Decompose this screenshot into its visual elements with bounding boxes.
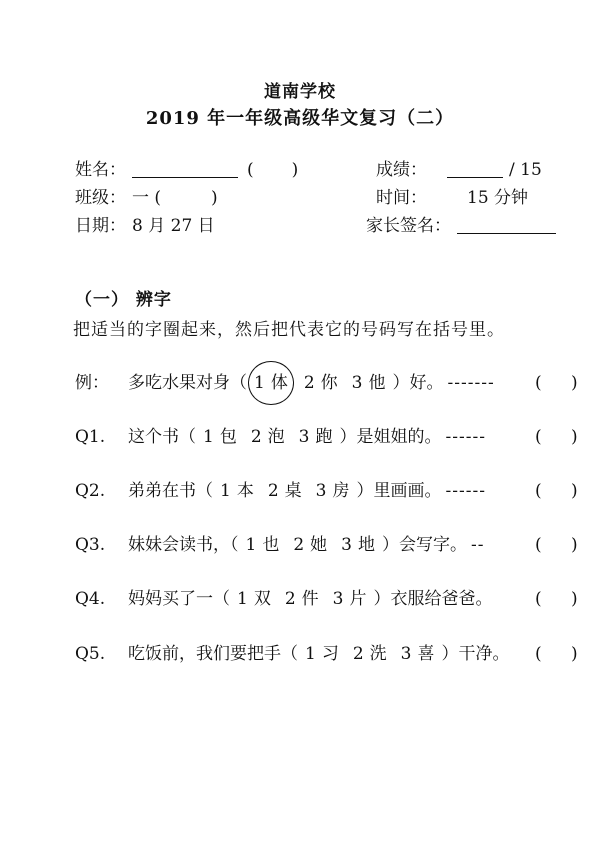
option-char: 体 — [270, 373, 288, 393]
worksheet-title: 2019 年一年级高级华文复习（二） — [145, 108, 455, 129]
option-number: 3 — [298, 427, 310, 447]
question-text — [128, 480, 528, 502]
option — [251, 426, 285, 448]
question-text-after: 会写字。 — [398, 535, 467, 555]
options-open-paren: （ — [230, 535, 239, 555]
name-blank — [132, 163, 238, 178]
signature-blank — [457, 219, 556, 234]
score-label: 成绩： — [376, 160, 427, 180]
option — [353, 643, 387, 665]
option — [203, 426, 237, 448]
answer-paren-close: ) — [571, 535, 578, 555]
name-row — [75, 159, 298, 181]
option-number: 1 — [220, 481, 231, 501]
signature-row — [366, 215, 556, 237]
option-char: 你 — [320, 373, 338, 393]
school-name: 道南学校 — [264, 82, 336, 102]
score-total: / 15 — [509, 160, 542, 180]
name-paren-open: ( — [247, 160, 254, 180]
question-label: Q4. — [75, 589, 106, 609]
option-char: 包 — [219, 427, 237, 447]
dash-leader: ------- — [447, 373, 495, 393]
question-text-before: 这个书 — [128, 427, 179, 447]
option-number: 3 — [341, 535, 352, 555]
option-number: 1 — [237, 589, 248, 609]
dash-leader: ------ — [445, 481, 486, 501]
option-char: 洗 — [369, 644, 387, 664]
answer-paren-open: ( — [535, 535, 542, 555]
option-number: 3 — [315, 481, 327, 501]
answer-paren-close: ) — [571, 373, 578, 393]
option — [299, 426, 333, 448]
question-label: Q1. — [75, 427, 106, 447]
section-heading: （一） 辨字 — [75, 290, 172, 310]
options-open-paren: （ — [213, 589, 230, 609]
answer-paren-open: ( — [535, 427, 542, 447]
option — [293, 534, 327, 556]
option-char: 喜 — [417, 644, 435, 664]
date-value: 8 月 27 日 — [132, 216, 215, 236]
options-open-paren: （ — [281, 644, 298, 664]
option-char: 地 — [357, 535, 375, 555]
question-label: Q3. — [75, 535, 106, 555]
answer-paren-open: ( — [535, 481, 542, 501]
score-blank — [447, 163, 503, 178]
question-row — [75, 588, 585, 612]
options-open-paren: （ — [179, 427, 196, 447]
section-instruction: 把适当的字圈起来，然后把代表它的号码写在括号里。 — [73, 320, 505, 340]
question-text — [128, 426, 528, 448]
option-number: 1 — [254, 373, 265, 393]
option-char: 双 — [253, 589, 271, 609]
option-number: 1 — [305, 644, 316, 664]
options-close-paren: ） — [441, 644, 459, 664]
question-text-after: 里画画。 — [373, 481, 442, 501]
question-text-before: 多吃水果对身 — [128, 373, 230, 393]
answer-paren-open: ( — [535, 373, 542, 393]
option-number: 3 — [351, 373, 363, 393]
question-text-before: 妈妈买了一 — [128, 589, 213, 609]
question-text-after: 是姐姐的。 — [356, 427, 442, 447]
name-label: 姓名： — [75, 160, 126, 180]
option-char: 也 — [262, 535, 280, 555]
dash-leader: ------ — [445, 427, 486, 447]
option-char: 房 — [332, 481, 350, 501]
option-number: 2 — [267, 481, 279, 501]
options-open-paren: （ — [230, 373, 247, 393]
option-number: 2 — [293, 535, 305, 555]
question-text — [128, 643, 528, 665]
question-row — [75, 643, 585, 667]
options-close-paren: ） — [373, 589, 391, 609]
time-label: 时间： — [376, 188, 427, 208]
answer-paren-open: ( — [535, 644, 542, 664]
question-text — [128, 372, 528, 394]
class-paren-close: ) — [211, 188, 218, 208]
question-row — [75, 534, 585, 558]
question-text-after: 衣服给爸爸。 — [390, 589, 493, 609]
options-close-paren: ） — [356, 481, 374, 501]
option-number: 2 — [284, 589, 296, 609]
option-char: 她 — [310, 535, 328, 555]
question-label: Q2. — [75, 481, 106, 501]
option-number: 3 — [400, 644, 412, 664]
time-value: 15 分钟 — [467, 188, 529, 208]
class-row — [75, 187, 218, 209]
question-label: 例： — [75, 373, 109, 393]
options-close-paren: ） — [381, 535, 399, 555]
option — [316, 480, 350, 502]
question-text-before: 弟弟在书 — [128, 481, 196, 501]
option-char: 跑 — [315, 427, 333, 447]
options-close-paren: ） — [392, 373, 410, 393]
options-close-paren: ） — [339, 427, 357, 447]
class-value: 一 ( — [132, 188, 162, 208]
name-paren-close: ) — [291, 160, 299, 180]
dash-leader: -- — [470, 535, 485, 555]
option-char: 片 — [349, 589, 367, 609]
class-label: 班级： — [75, 188, 126, 208]
option — [285, 588, 319, 610]
signature-label: 家长签名： — [366, 216, 451, 236]
example-row — [75, 372, 585, 396]
option-char: 习 — [321, 644, 339, 664]
options-open-paren: （ — [196, 481, 213, 501]
answer-paren-close: ) — [571, 427, 578, 447]
question-text-before: 妹妹会读书， — [128, 535, 230, 555]
option-number: 2 — [352, 644, 364, 664]
answer-paren-close: ) — [571, 589, 578, 609]
question-text-after: 好。 — [409, 373, 444, 393]
option — [333, 588, 367, 610]
option-number: 2 — [250, 427, 262, 447]
option — [305, 643, 339, 665]
score-row — [376, 159, 542, 181]
option-number: 1 — [203, 427, 214, 447]
option — [237, 588, 271, 610]
question-label: Q5. — [75, 644, 106, 664]
date-row — [75, 215, 215, 237]
option-char: 本 — [236, 481, 254, 501]
question-text-before: 吃饭前，我们要把手 — [128, 644, 281, 664]
option-number: 1 — [245, 535, 257, 555]
option-char: 他 — [368, 373, 386, 393]
option-char: 泡 — [267, 427, 285, 447]
answer-paren-open: ( — [535, 589, 542, 609]
question-text — [128, 534, 528, 556]
option-char: 桌 — [284, 481, 302, 501]
option — [268, 480, 302, 502]
answer-paren-close: ) — [571, 644, 578, 664]
option — [304, 372, 338, 394]
date-label: 日期： — [75, 216, 126, 236]
option — [401, 643, 435, 665]
option — [220, 480, 254, 502]
option-number: 2 — [303, 373, 315, 393]
option — [246, 534, 280, 556]
option — [352, 372, 386, 394]
question-text — [128, 588, 528, 610]
option-char: 件 — [301, 589, 319, 609]
option — [341, 534, 375, 556]
question-row — [75, 426, 585, 450]
question-row — [75, 480, 585, 504]
time-row — [376, 187, 528, 209]
question-text-after: 干净。 — [458, 644, 510, 664]
option-number: 3 — [332, 589, 344, 609]
answer-paren-close: ) — [571, 481, 578, 501]
circled-option — [248, 361, 294, 405]
